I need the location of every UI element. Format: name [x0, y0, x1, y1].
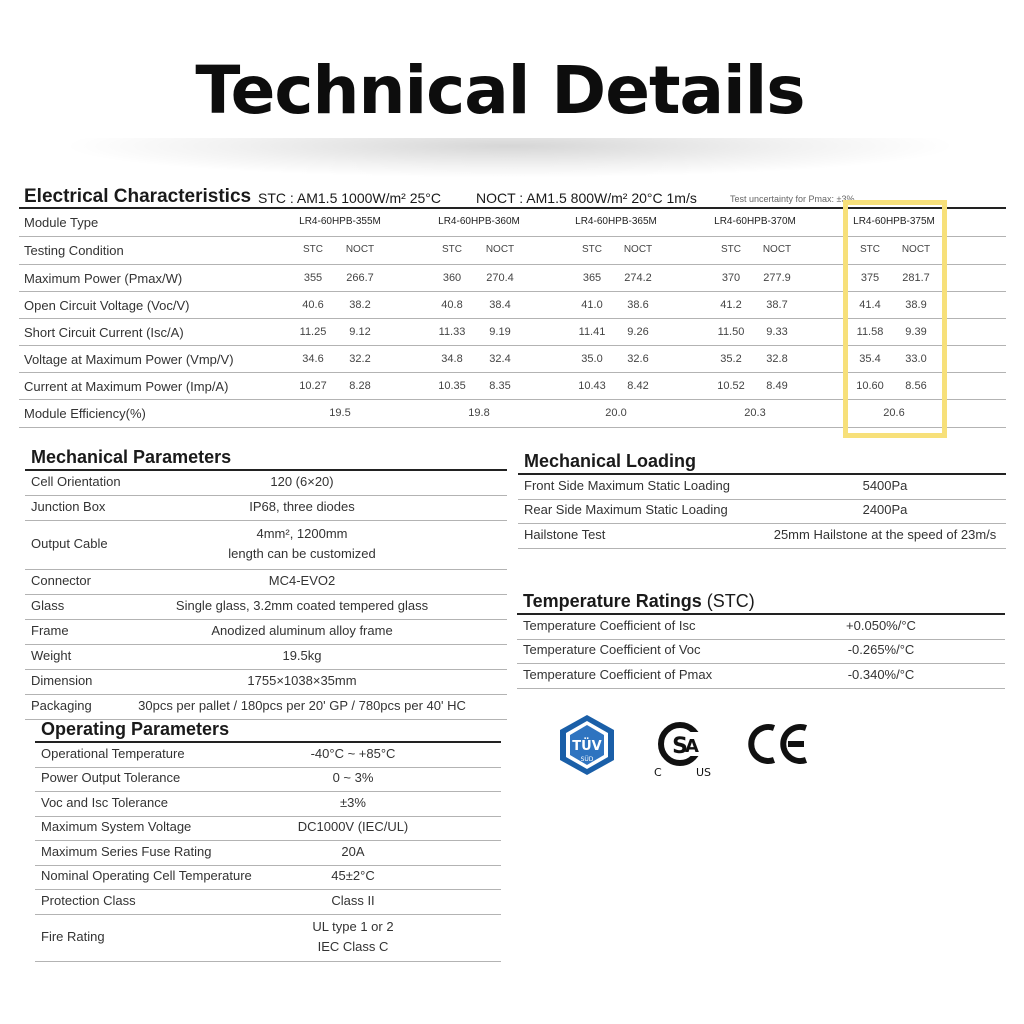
efficiency-cell: 20.0: [605, 407, 627, 419]
row-label: Frame: [31, 623, 69, 638]
page-title: Technical Details: [195, 52, 805, 129]
row-value: [228, 524, 375, 564]
mechanical-row: [25, 670, 507, 695]
row-label: Voltage at Maximum Power (Vmp/V): [24, 352, 234, 367]
mechanical-loading-title: Mechanical Loading: [524, 451, 697, 471]
row-label: Cell Orientation: [31, 474, 121, 489]
tuv-sub-text: SÜD: [580, 756, 594, 763]
model-name: LR4-60HPB-360M: [438, 216, 520, 227]
row-value: 20A: [341, 843, 365, 859]
table-cell: 370: [721, 272, 741, 284]
efficiency-cell: 19.8: [468, 407, 490, 419]
table-cell: 38.7: [766, 299, 788, 311]
table-cell: 277.9: [763, 272, 791, 284]
table-cell: 40.6: [302, 299, 324, 311]
table-cell: 34.6: [302, 353, 324, 365]
row-value: 2400Pa: [862, 502, 908, 518]
noct-header: NOCT: [623, 244, 653, 255]
row-label: Protection Class: [41, 892, 136, 908]
row-label: Connector: [31, 573, 91, 588]
model-name: LR4-60HPB-355M: [299, 216, 381, 227]
row-label: Front Side Maximum Static Loading: [524, 477, 730, 493]
row-label: Voc and Isc Tolerance: [41, 794, 168, 810]
table-cell: 32.8: [766, 353, 788, 365]
row-value: -0.340%/°C: [847, 666, 915, 682]
efficiency-cell: 19.5: [329, 407, 351, 419]
row-label: Module Type: [24, 215, 99, 230]
row-value: DC1000V (IEC/UL): [297, 819, 409, 835]
highlight-box-375m: [843, 200, 947, 438]
title-shadow-decoration: [60, 138, 960, 178]
test-uncertainty-note: Test uncertainty for Pmax: ±3%: [730, 194, 855, 204]
mechanical-row: [25, 496, 507, 521]
table-cell: 32.4: [489, 353, 511, 365]
row-value: -0.265%/°C: [847, 642, 915, 658]
row-label: Nominal Operating Cell Temperature: [41, 868, 252, 884]
table-cell: 8.42: [627, 380, 649, 392]
table-cell: 11.50: [717, 326, 745, 338]
stc-header: STC: [303, 244, 323, 255]
table-cell: 375: [860, 272, 880, 284]
table-cell: 38.2: [349, 299, 371, 311]
row-value: 0 ~ 3%: [332, 770, 374, 786]
row-label: Junction Box: [31, 499, 106, 514]
row-value: 25mm Hailstone at the speed of 23m/s: [773, 526, 997, 542]
row-value: 19.5kg: [282, 648, 322, 663]
row-label: Packaging: [31, 698, 92, 713]
row-label: Weight: [31, 648, 72, 663]
table-cell: 11.25: [299, 326, 327, 338]
csa-us-text: US: [696, 766, 712, 778]
row-value: [312, 917, 393, 957]
tuv-text: TÜV: [572, 739, 602, 754]
table-cell: 10.43: [578, 380, 606, 392]
row-label: Temperature Coefficient of Isc: [523, 617, 696, 633]
table-cell: 8.49: [766, 380, 788, 392]
operating-row: [35, 890, 501, 915]
row-value: 5400Pa: [862, 477, 908, 493]
svg-text:A: A: [685, 736, 699, 757]
table-cell: 35.2: [720, 353, 742, 365]
operating-row: [35, 768, 501, 793]
stc-header: STC: [721, 244, 741, 255]
stc-header: STC: [860, 244, 880, 255]
row-label: Dimension: [31, 673, 93, 688]
table-cell: 35.4: [859, 353, 881, 365]
row-label: Current at Maximum Power (Imp/A): [24, 379, 229, 394]
svg-text:S: S: [672, 734, 688, 759]
table-cell: 266.7: [346, 272, 374, 284]
table-cell: 34.8: [441, 353, 463, 365]
table-cell: 9.26: [627, 326, 649, 338]
row-value-line2: IEC Class C: [317, 938, 389, 954]
row-label: Operational Temperature: [41, 745, 185, 761]
mechanical-parameters-title: Mechanical Parameters: [31, 447, 232, 467]
row-label: Short Circuit Current (Isc/A): [24, 325, 184, 340]
row-label: Testing Condition: [24, 243, 124, 258]
table-cell: 8.35: [489, 380, 511, 392]
mechanical-row: [25, 645, 507, 670]
table-cell: 9.33: [766, 326, 788, 338]
tuv-sud-icon: [556, 714, 618, 776]
noct-header: NOCT: [762, 244, 792, 255]
table-cell: 32.2: [349, 353, 371, 365]
table-cell: 38.6: [627, 299, 649, 311]
table-cell: 365: [582, 272, 602, 284]
ce-mark-icon: [746, 722, 810, 766]
table-cell: 9.19: [489, 326, 511, 338]
table-cell: 281.7: [902, 272, 930, 284]
row-value: Single glass, 3.2mm coated tempered glass: [175, 598, 429, 613]
model-name: LR4-60HPB-365M: [575, 216, 657, 227]
operating-parameters-title: Operating Parameters: [41, 719, 230, 739]
csa-icon: [652, 718, 720, 778]
table-cell: 35.0: [581, 353, 603, 365]
table-cell: 9.39: [905, 326, 927, 338]
row-label: Temperature Coefficient of Pmax: [523, 666, 713, 682]
efficiency-cell: 20.6: [883, 407, 905, 419]
table-cell: 10.35: [438, 380, 466, 392]
mechanical-parameters-section: [25, 445, 507, 720]
row-value: Anodized aluminum alloy frame: [211, 623, 393, 638]
row-label: Hailstone Test: [524, 526, 606, 542]
table-cell: 274.2: [624, 272, 652, 284]
row-value-line2: length can be customized: [228, 546, 376, 561]
temperature-row: [517, 640, 1005, 665]
row-value: 1755×1038×35mm: [247, 673, 357, 688]
table-cell: 11.33: [438, 326, 466, 338]
row-label: Temperature Coefficient of Voc: [523, 642, 701, 658]
row-label: Maximum Series Fuse Rating: [41, 843, 212, 859]
row-label: Maximum Power (Pmax/W): [24, 271, 183, 286]
loading-row: [518, 475, 1006, 500]
noct-condition: NOCT : AM1.5 800W/m² 20°C 1m/s: [476, 190, 697, 206]
temperature-ratings-section: [517, 589, 1005, 689]
operating-parameters-section: [35, 717, 501, 962]
table-cell: 11.41: [578, 326, 606, 338]
stc-header: STC: [582, 244, 602, 255]
temperature-row: [517, 664, 1005, 689]
row-value-line1: 4mm², 1200mm: [256, 526, 348, 541]
mechanical-row: [25, 570, 507, 595]
row-label: Module Efficiency(%): [24, 406, 146, 421]
table-cell: 40.8: [441, 299, 463, 311]
loading-row: [518, 500, 1006, 525]
table-cell: 10.27: [299, 380, 327, 392]
row-label: Glass: [31, 598, 65, 613]
model-name: LR4-60HPB-375M: [853, 216, 935, 227]
row-label: Maximum System Voltage: [41, 819, 192, 835]
electrical-title: Electrical Characteristics: [24, 186, 252, 207]
table-cell: 38.4: [489, 299, 511, 311]
table-cell: 11.58: [856, 326, 884, 338]
table-cell: 10.52: [717, 380, 745, 392]
row-value: MC4-EVO2: [268, 573, 336, 588]
row-label: Power Output Tolerance: [41, 770, 181, 786]
mechanical-row: [25, 471, 507, 496]
table-cell: 32.6: [627, 353, 649, 365]
noct-header: NOCT: [345, 244, 375, 255]
row-label: Fire Rating: [41, 928, 105, 944]
operating-row: [35, 915, 501, 962]
stc-header: STC: [442, 244, 462, 255]
table-cell: 9.12: [349, 326, 371, 338]
certification-logos: [556, 714, 816, 778]
row-value: 45±2°C: [331, 868, 375, 884]
table-cell: 41.2: [720, 299, 742, 311]
row-label: Output Cable: [31, 536, 108, 551]
row-value: 120 (6×20): [270, 474, 334, 489]
table-cell: 38.9: [905, 299, 927, 311]
operating-row: [35, 866, 501, 891]
mechanical-row: [25, 521, 507, 570]
table-cell: 41.0: [581, 299, 603, 311]
temperature-ratings-suffix: (STC): [706, 591, 755, 611]
table-cell: 33.0: [905, 353, 927, 365]
efficiency-cell: 20.3: [744, 407, 766, 419]
operating-row: [35, 841, 501, 866]
row-label: Rear Side Maximum Static Loading: [524, 502, 728, 518]
row-value: ±3%: [340, 794, 366, 810]
table-cell: 270.4: [486, 272, 514, 284]
csa-c-text: C: [654, 766, 662, 778]
table-cell: 10.60: [856, 380, 884, 392]
operating-row: [35, 817, 501, 842]
table-cell: 8.28: [349, 380, 371, 392]
operating-row: [35, 743, 501, 768]
row-value: Class II: [331, 892, 375, 908]
mechanical-loading-section: [518, 449, 1006, 549]
mechanical-row: [25, 620, 507, 645]
table-cell: 41.4: [859, 299, 881, 311]
table-cell: 8.56: [905, 380, 927, 392]
operating-row: [35, 792, 501, 817]
row-value: +0.050%/°C: [846, 617, 916, 633]
row-value-line1: UL type 1 or 2: [312, 918, 394, 934]
temperature-ratings-title: [517, 589, 1005, 613]
temperature-row: [517, 615, 1005, 640]
row-value: -40°C ~ +85°C: [310, 745, 396, 761]
loading-row: [518, 524, 1006, 549]
row-label: Open Circuit Voltage (Voc/V): [24, 298, 190, 313]
noct-header: NOCT: [901, 244, 931, 255]
row-value: 30pcs per pallet / 180pcs per 20' GP / 780pcs per 40' HC: [138, 698, 466, 713]
model-name: LR4-60HPB-370M: [714, 216, 796, 227]
row-value: IP68, three diodes: [249, 499, 355, 514]
stc-condition: STC : AM1.5 1000W/m² 25°C: [258, 190, 441, 206]
noct-header: NOCT: [485, 244, 515, 255]
temperature-ratings-title-text: Temperature Ratings: [523, 591, 702, 611]
table-cell: 360: [442, 272, 462, 284]
table-cell: 355: [303, 272, 323, 284]
mechanical-row: [25, 595, 507, 620]
